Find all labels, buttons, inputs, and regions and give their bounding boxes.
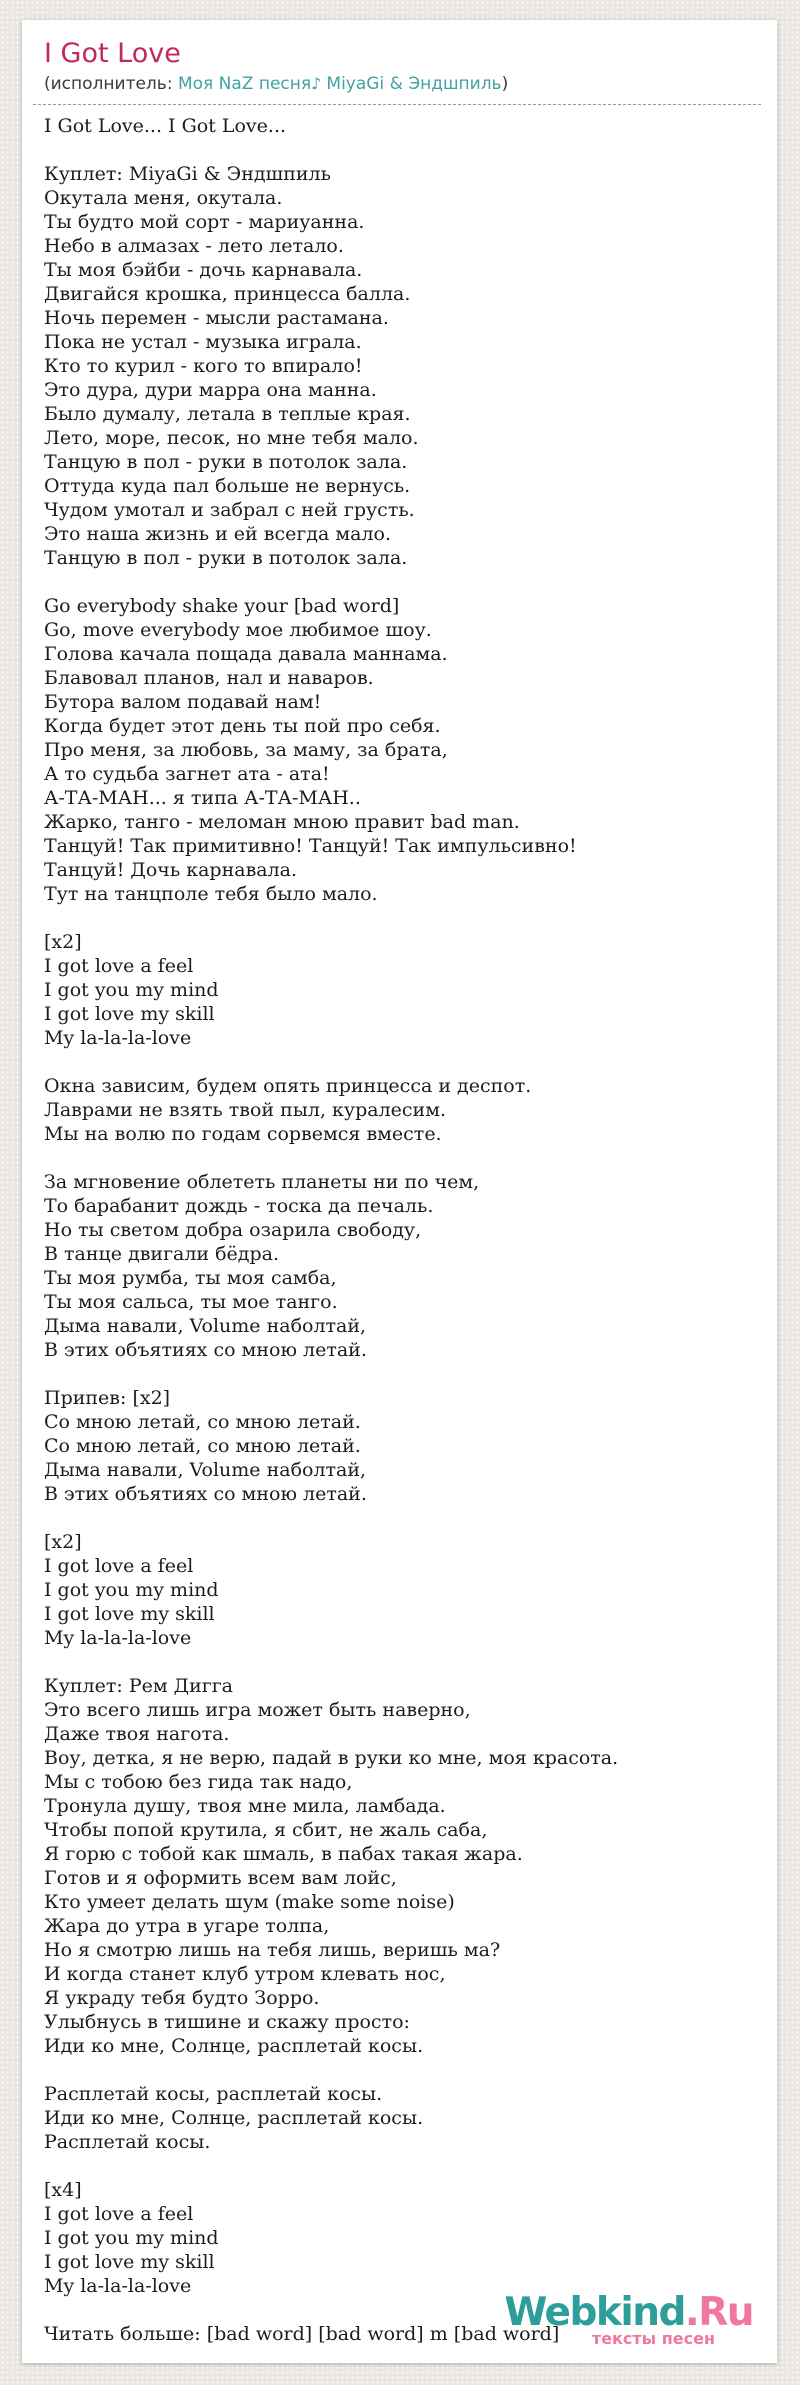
- webkind-logo-name: Webkind: [504, 2290, 685, 2335]
- lyric-line: I got you my mind: [44, 2227, 219, 2249]
- lyric-line: [44, 906, 755, 930]
- lyrics-card: [22, 20, 777, 2363]
- lyric-line: Припев: [x2]: [44, 1387, 171, 1409]
- lyric-line: I got love my skill: [44, 1003, 215, 1025]
- lyric-line: Go everybody shake your [bad word]: [44, 595, 400, 617]
- song-title: I Got Love: [44, 38, 181, 69]
- performer-label-suffix: ): [501, 74, 509, 94]
- lyric-line: I got love a feel: [44, 955, 194, 977]
- artist-link-naz[interactable]: Моя NaZ песня: [177, 74, 312, 94]
- lyric-line: Лето, море, песок, но мне тебя мало.: [44, 427, 419, 449]
- lyric-line: Тронула душу, твоя мне мила, ламбада.: [44, 1795, 446, 1817]
- lyric-line: Лаврами не взять твой пыл, куралесим.: [44, 1099, 447, 1121]
- lyric-line: Небо в алмазах - лето летало.: [44, 235, 344, 257]
- lyric-line: Было думалу, летала в теплые края.: [44, 403, 411, 425]
- lyric-line: Это всего лишь игра может быть наверно,: [44, 1699, 471, 1721]
- lyric-line: Голова качала пощада давала маннама.: [44, 643, 448, 665]
- lyric-line: Но я смотрю лишь на тебя лишь, веришь ма?: [44, 1939, 501, 1961]
- lyric-line: Оттуда куда пал больше не вернусь.: [44, 475, 411, 497]
- lyric-line: Мы с тобою без гида так надо,: [44, 1771, 353, 1793]
- lyric-line: [44, 1506, 755, 1530]
- lyric-line: А-ТА-МАН... я типа А-ТА-МАН..: [44, 787, 361, 809]
- lyric-line: Ты моя румба, ты моя самба,: [44, 1267, 337, 1289]
- webkind-logo-domain: .Ru: [684, 2290, 753, 2335]
- lyric-line: То барабанит дождь - тоска да печаль.: [44, 1195, 434, 1217]
- lyric-line: I Got Love... I Got Love...: [44, 115, 287, 137]
- lyric-line: Иди ко мне, Солнце, расплетай косы.: [44, 2107, 424, 2129]
- lyric-line: Воу, детка, я не верю, падай в руки ко мне, моя красота.: [44, 1747, 619, 1769]
- lyric-line: Это дура, дури марра она манна.: [44, 379, 377, 401]
- lyric-line: Но ты светом добра озарила свободу,: [44, 1219, 422, 1241]
- lyric-line: Расплетай косы.: [44, 2131, 211, 2153]
- lyric-line: Go, move everybody мое любимое шоу.: [44, 619, 432, 641]
- webkind-logo-wordmark: [504, 2290, 753, 2335]
- lyric-line: I got love a feel: [44, 1555, 194, 1577]
- lyric-line: [44, 138, 755, 162]
- lyric-line: Мы на волю по годам сорвемся вместе.: [44, 1123, 442, 1145]
- lyric-line: В этих объятиях со мною летай.: [44, 1483, 367, 1505]
- lyric-line: Дыма навали, Volume наболтай,: [44, 1315, 367, 1337]
- lyric-line: I got you my mind: [44, 1579, 219, 1601]
- lyric-line: Пока не устал - музыка играла.: [44, 331, 362, 353]
- lyric-line: Жара до утра в угаре толпа,: [44, 1915, 330, 1937]
- lyric-line: Куплет: MiyaGi & Эндшпиль: [44, 163, 331, 185]
- lyric-line: Улыбнусь в тишине и скажу просто:: [44, 2011, 410, 2033]
- lyric-line: [44, 1146, 755, 1170]
- lyric-line: Ночь перемен - мысли растамана.: [44, 307, 389, 329]
- lyric-line: Чтобы попой крутила, я сбит, не жаль саба,: [44, 1819, 488, 1841]
- lyric-line: Танцуй! Дочь карнавала.: [44, 859, 298, 881]
- lyrics-text: [22, 105, 777, 2346]
- lyric-line: Куплет: Рем Дигга: [44, 1675, 234, 1697]
- lyric-line: Когда будет этот день ты пой про себя.: [44, 715, 441, 737]
- lyric-line: Кто умеет делать шум (make some noise): [44, 1891, 455, 1913]
- lyric-line: Это наша жизнь и ей всегда мало.: [44, 523, 392, 545]
- lyric-line: Про меня, за любовь, за маму, за брата,: [44, 739, 448, 761]
- lyric-line: Ты будто мой сорт - мариуанна.: [44, 211, 365, 233]
- performer-label: (исполнитель:: [44, 74, 178, 94]
- lyric-line: В этих объятиях со мною летай.: [44, 1339, 367, 1361]
- artist-line: [33, 74, 761, 100]
- song-header: [33, 20, 761, 105]
- music-note-icon: ♪: [311, 74, 327, 93]
- lyric-line: И когда станет клуб утром клевать нос,: [44, 1963, 446, 1985]
- lyric-line: В танце двигали бёдра.: [44, 1243, 280, 1265]
- lyric-line: Готов и я оформить всем вам лойс,: [44, 1867, 397, 1889]
- lyric-line: My la-la-la-love: [44, 2275, 192, 2297]
- lyric-line: Ты моя сальса, ты мое танго.: [44, 1291, 338, 1313]
- lyric-line: Жарко, танго - меломан мною правит bad man.: [44, 811, 520, 833]
- lyric-line: Бутора валом подавай нам!: [44, 691, 322, 713]
- lyric-line: Блавовал планов, нал и наваров.: [44, 667, 374, 689]
- lyric-line: За мгновение облететь планеты ни по чем,: [44, 1171, 480, 1193]
- lyric-line: Читать больше: [bad word] [bad word] m [bad word]: [44, 2323, 560, 2345]
- lyric-line: [44, 1050, 755, 1074]
- lyric-line: Со мною летай, со мною летай.: [44, 1411, 361, 1433]
- lyric-line: My la-la-la-love: [44, 1627, 192, 1649]
- lyric-line: [x2]: [44, 931, 82, 953]
- lyric-line: Окна зависим, будем опять принцесса и деспот.: [44, 1075, 532, 1097]
- lyric-line: I got love a feel: [44, 2203, 194, 2225]
- lyric-line: [x2]: [44, 1531, 82, 1553]
- lyric-line: [44, 1650, 755, 1674]
- lyric-line: А то судьба загнет ата - ата!: [44, 763, 330, 785]
- webkind-logo-tagline: тексты песен: [591, 2329, 715, 2348]
- lyric-line: Даже твоя нагота.: [44, 1723, 230, 1745]
- lyric-line: Чудом умотал и забрал с ней грусть.: [44, 499, 415, 521]
- lyric-line: My la-la-la-love: [44, 1027, 192, 1049]
- lyric-line: Окутала меня, окутала.: [44, 187, 283, 209]
- lyric-line: Иди ко мне, Солнце, расплетай косы.: [44, 2035, 424, 2057]
- lyric-line: [44, 2058, 755, 2082]
- artist-link-miyagi[interactable]: MiyaGi & Эндшпиль: [326, 74, 502, 94]
- lyric-line: [44, 570, 755, 594]
- lyric-line: Ты моя бэйби - дочь карнавала.: [44, 259, 363, 281]
- lyric-line: Я горю с тобой как шмаль, в пабах такая жара.: [44, 1843, 523, 1865]
- lyric-line: Тут на танцполе тебя было мало.: [44, 883, 378, 905]
- lyric-line: Танцуй! Так примитивно! Танцуй! Так импульсивно!: [44, 835, 577, 857]
- lyric-line: [x4]: [44, 2179, 82, 2201]
- lyric-line: Я украду тебя будто Зорро.: [44, 1987, 320, 2009]
- lyric-line: I got love my skill: [44, 2251, 215, 2273]
- lyric-line: Расплетай косы, расплетай косы.: [44, 2083, 383, 2105]
- lyric-line: Танцую в пол - руки в потолок зала.: [44, 547, 408, 569]
- lyric-line: Со мною летай, со мною летай.: [44, 1435, 361, 1457]
- lyric-line: Двигайся крошка, принцесса балла.: [44, 283, 411, 305]
- lyric-line: Танцую в пол - руки в потолок зала.: [44, 451, 408, 473]
- lyric-line: I got you my mind: [44, 979, 219, 1001]
- lyric-line: Дыма навали, Volume наболтай,: [44, 1459, 367, 1481]
- lyric-line: Кто то курил - кого то впирало!: [44, 355, 363, 377]
- lyric-line: [44, 1362, 755, 1386]
- lyric-line: [44, 2154, 755, 2178]
- lyric-line: I got love my skill: [44, 1603, 215, 1625]
- webkind-logo[interactable]: [504, 2290, 753, 2348]
